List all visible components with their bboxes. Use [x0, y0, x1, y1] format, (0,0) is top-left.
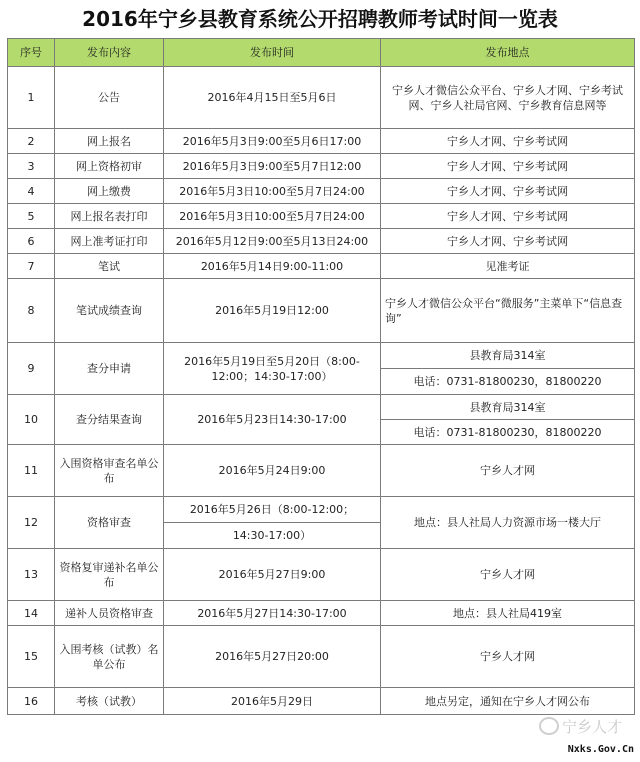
row-place: 地点另定，通知在宁乡人才网公布: [381, 688, 635, 715]
row-no: 3: [8, 154, 55, 179]
row-time-continued: 14:30-17:00）: [164, 523, 381, 549]
row-place: 宁乡人才网: [381, 549, 635, 601]
row-time: 2016年5月19日12:00: [164, 279, 381, 343]
table-row: [8, 179, 635, 204]
row-time: 2016年4月15日至5月6日: [164, 67, 381, 129]
row-time: 2016年5月26日（8:00-12:00；: [164, 497, 381, 523]
row-content: 考核（试教）: [55, 688, 164, 715]
row-time: 2016年5月14日9:00-11:00: [164, 254, 381, 279]
row-place: 宁乡人才网、宁乡考试网: [381, 179, 635, 204]
row-content: 查分结果查询: [55, 395, 164, 445]
row-place: 见准考证: [381, 254, 635, 279]
table-header-row: [8, 39, 635, 67]
row-content: 入围资格审查名单公布: [55, 445, 164, 497]
table-row: [8, 688, 635, 715]
row-time: 2016年5月29日: [164, 688, 381, 715]
table-row: [8, 254, 635, 279]
row-place: 宁乡人才网、宁乡考试网: [381, 154, 635, 179]
row-no: 5: [8, 204, 55, 229]
row-no: 8: [8, 279, 55, 343]
table-row: [8, 395, 635, 420]
watermark: [539, 716, 622, 737]
row-time: 2016年5月27日20:00: [164, 626, 381, 688]
row-no: 4: [8, 179, 55, 204]
row-no: 11: [8, 445, 55, 497]
row-content: 网上缴费: [55, 179, 164, 204]
row-time: 2016年5月19日至5月20日（8:00-12:00；14:30-17:00）: [164, 343, 381, 395]
row-time: 2016年5月12日9:00至5月13日24:00: [164, 229, 381, 254]
row-no: 2: [8, 129, 55, 154]
row-content: 资格审查: [55, 497, 164, 549]
row-no: 15: [8, 626, 55, 688]
row-time: 2016年5月3日10:00至5月7日24:00: [164, 204, 381, 229]
row-place: 县教育局314室: [381, 395, 635, 420]
row-place: 县教育局314室: [381, 343, 635, 369]
row-place: 地点：县人社局419室: [381, 601, 635, 626]
row-no: 14: [8, 601, 55, 626]
row-time: 2016年5月23日14:30-17:00: [164, 395, 381, 445]
row-content: 入围考核（试教）名单公布: [55, 626, 164, 688]
table-row: [8, 343, 635, 369]
row-no: 6: [8, 229, 55, 254]
table-row: [8, 626, 635, 688]
row-no: 10: [8, 395, 55, 445]
table-row: [8, 549, 635, 601]
table-row: [8, 445, 635, 497]
row-content: 网上报名: [55, 129, 164, 154]
row-no: 9: [8, 343, 55, 395]
row-content: 递补人员资格审查: [55, 601, 164, 626]
table-row: [8, 279, 635, 343]
row-time: 2016年5月3日9:00至5月7日12:00: [164, 154, 381, 179]
schedule-table: [7, 38, 635, 715]
row-content: 公告: [55, 67, 164, 129]
row-place: 宁乡人才网、宁乡考试网: [381, 129, 635, 154]
row-time: 2016年5月24日9:00: [164, 445, 381, 497]
row-place: 宁乡人才网: [381, 626, 635, 688]
table-row: [8, 601, 635, 626]
table-row: [8, 204, 635, 229]
header-place: 发布地点: [381, 39, 635, 67]
header-time: 发布时间: [164, 39, 381, 67]
row-place: 宁乡人才网、宁乡考试网: [381, 229, 635, 254]
row-time: 2016年5月27日14:30-17:00: [164, 601, 381, 626]
row-phone: 电话：0731-81800230，81800220: [381, 420, 635, 445]
row-no: 7: [8, 254, 55, 279]
row-content: 网上准考证打印: [55, 229, 164, 254]
header-no: 序号: [8, 39, 55, 67]
row-content: 查分申请: [55, 343, 164, 395]
header-content: 发布内容: [55, 39, 164, 67]
table-row: [8, 154, 635, 179]
table-row: [8, 229, 635, 254]
row-content: 网上资格初审: [55, 154, 164, 179]
row-place: 宁乡人才网: [381, 445, 635, 497]
row-place: 地点：县人社局人力资源市场一楼大厅: [381, 497, 635, 549]
row-time: 2016年5月27日9:00: [164, 549, 381, 601]
row-time: 2016年5月3日10:00至5月7日24:00: [164, 179, 381, 204]
row-no: 1: [8, 67, 55, 129]
page-title: 2016年宁乡县教育系统公开招聘教师考试时间一览表: [82, 7, 558, 31]
table-row: [8, 129, 635, 154]
row-time: 2016年5月3日9:00至5月6日17:00: [164, 129, 381, 154]
row-content: 笔试成绩查询: [55, 279, 164, 343]
row-phone: 电话：0731-81800230，81800220: [381, 369, 635, 395]
table-row: [8, 67, 635, 129]
row-content: 网上报名表打印: [55, 204, 164, 229]
table-row: [8, 497, 635, 523]
row-place: 宁乡人才网、宁乡考试网: [381, 204, 635, 229]
domain-stamp: Nxks.Gov.Cn: [567, 744, 634, 755]
row-no: 12: [8, 497, 55, 549]
row-place: 宁乡人才微信公众平台“微服务”主菜单下“信息查询”: [381, 279, 635, 343]
wechat-icon: [539, 717, 559, 735]
row-no: 13: [8, 549, 55, 601]
row-place: 宁乡人才微信公众平台、宁乡人才网、宁乡考试网、宁乡人社局官网、宁乡教育信息网等: [381, 67, 635, 129]
watermark-text: 宁乡人才: [561, 718, 622, 736]
row-no: 16: [8, 688, 55, 715]
row-content: 资格复审递补名单公布: [55, 549, 164, 601]
row-content: 笔试: [55, 254, 164, 279]
